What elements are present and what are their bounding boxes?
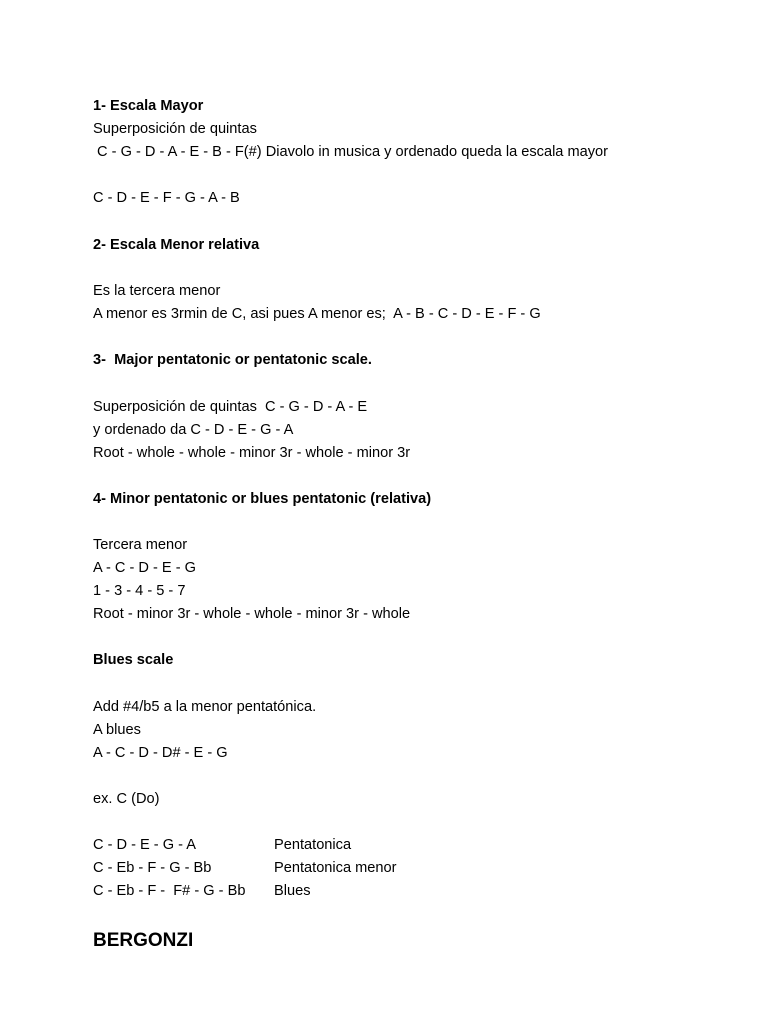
section-4-line: Root - minor 3r - whole - whole - minor 3r - whole	[93, 606, 411, 622]
table-row-name: Pentatonica	[274, 837, 352, 853]
section-2-line: Es la tercera menor	[93, 283, 221, 299]
table-row-notes: C - Eb - F - F# - G - Bb	[93, 883, 246, 899]
section-1-line: C - D - E - F - G - A - B	[93, 190, 240, 206]
section-4-line: Tercera menor	[93, 537, 188, 553]
section-3-line: Root - whole - whole - minor 3r - whole - minor 3r	[93, 445, 411, 461]
table-row-notes: C - D - E - G - A	[93, 837, 196, 853]
section-4-line: A - C - D - E - G	[93, 560, 196, 576]
section-1-heading: 1- Escala Mayor	[93, 98, 204, 114]
blues-line: A blues	[93, 722, 141, 738]
section-2-heading: 2- Escala Menor relativa	[93, 237, 260, 253]
blues-line: A - C - D - D# - E - G	[93, 745, 228, 761]
footer-heading: BERGONZI	[93, 930, 194, 951]
section-4-line: 1 - 3 - 4 - 5 - 7	[93, 583, 186, 599]
section-3-line: y ordenado da C - D - E - G - A	[93, 422, 294, 438]
section-1-line: C - G - D - A - E - B - F(#) Diavolo in musica y ordenado queda la escala mayor	[93, 144, 609, 160]
blues-line: Add #4/b5 a la menor pentatónica.	[93, 699, 317, 715]
section-3-line: Superposición de quintas C - G - D - A - E	[93, 399, 368, 415]
table-row-name: Blues	[274, 883, 311, 899]
blues-heading: Blues scale	[93, 652, 174, 668]
section-2-line: A menor es 3rmin de C, asi pues A menor es; A - B - C - D - E - F - G	[93, 306, 541, 322]
blues-line: ex. C (Do)	[93, 791, 160, 807]
section-1-line: Superposición de quintas	[93, 121, 257, 137]
section-4-heading: 4- Minor pentatonic or blues pentatonic (relativa)	[93, 491, 432, 507]
section-3-heading: 3- Major pentatonic or pentatonic scale.	[93, 352, 372, 368]
table-row-notes: C - Eb - F - G - Bb	[93, 860, 212, 876]
table-row-name: Pentatonica menor	[274, 860, 397, 876]
